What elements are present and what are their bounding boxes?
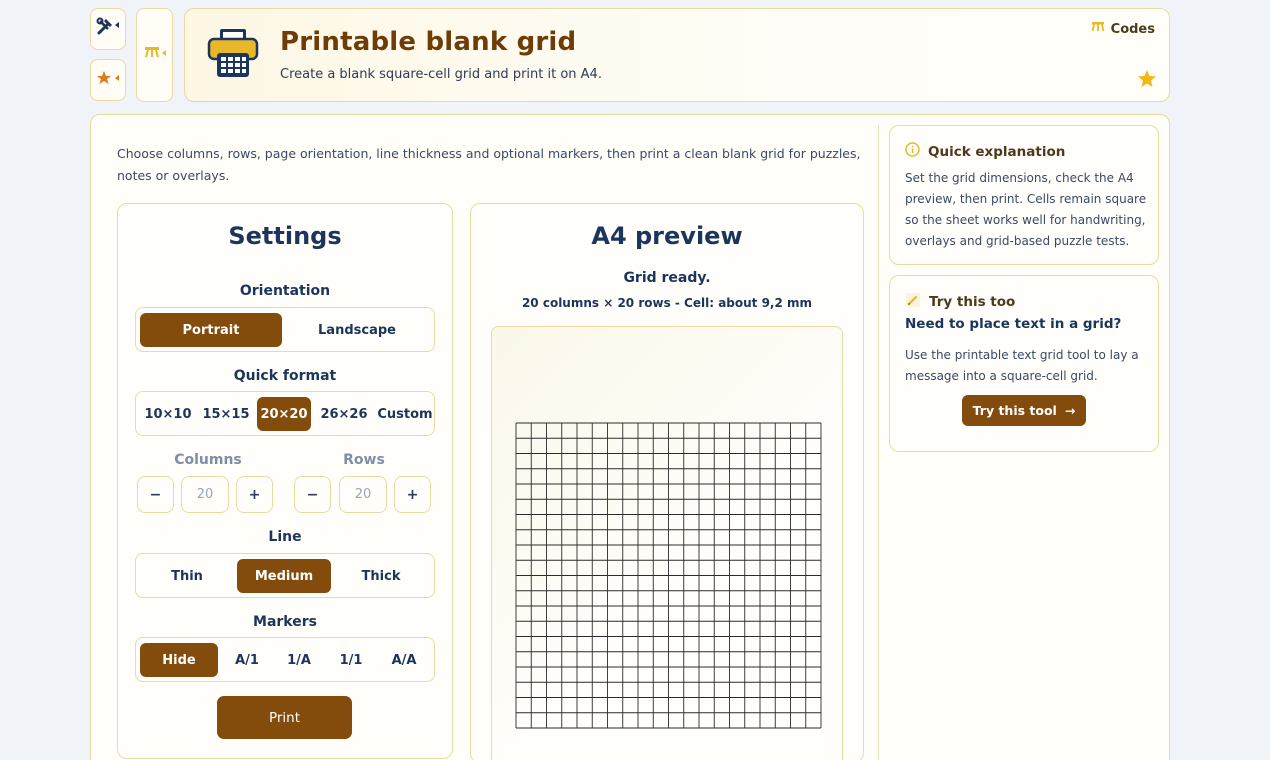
try-this-tool-button[interactable] xyxy=(962,395,1086,426)
column-divider xyxy=(878,125,879,760)
page-header xyxy=(184,8,1170,102)
page-subtitle: Create a blank square-cell grid and print it on A4. xyxy=(280,67,602,82)
arrow-right-icon: → xyxy=(1064,403,1076,418)
page-title: Printable blank grid xyxy=(280,27,577,57)
codes-tab[interactable] xyxy=(136,8,173,102)
format-26x26-button[interactable]: 26×26 xyxy=(320,406,368,422)
codes-link-icon xyxy=(1091,21,1105,37)
rows-decrement-button[interactable]: − xyxy=(294,476,331,513)
markers-hide-button[interactable]: Hide xyxy=(140,643,218,677)
tools-icon xyxy=(96,17,120,41)
a4-paper-preview xyxy=(491,326,843,760)
orientation-landscape-button[interactable]: Landscape xyxy=(318,322,396,338)
quick-format-selector xyxy=(135,391,435,436)
rows-label: Rows xyxy=(343,452,385,468)
orientation-selector xyxy=(135,307,435,352)
format-20x20-button[interactable]: 20×20 xyxy=(257,397,311,431)
line-thick-button[interactable]: Thick xyxy=(361,568,401,584)
format-15x15-button[interactable]: 15×15 xyxy=(202,406,250,422)
explanation-header xyxy=(905,142,1065,161)
line-thin-button[interactable]: Thin xyxy=(171,568,203,584)
settings-title: Settings xyxy=(228,222,342,250)
markers-11-button[interactable]: 1/1 xyxy=(339,652,363,668)
quick-format-label: Quick format xyxy=(233,368,337,384)
columns-increment-button[interactable]: + xyxy=(236,476,273,513)
tools-button[interactable] xyxy=(90,8,126,50)
explanation-title: Quick explanation xyxy=(928,143,1066,160)
orientation-portrait-button[interactable]: Portrait xyxy=(140,313,282,347)
explanation-card xyxy=(889,125,1159,265)
favorites-button[interactable] xyxy=(90,59,126,101)
codes-link[interactable] xyxy=(1091,21,1155,37)
print-button[interactable]: Print xyxy=(217,696,352,739)
columns-decrement-button[interactable]: − xyxy=(137,476,174,513)
line-label: Line xyxy=(268,529,302,545)
columns-input[interactable]: 20 xyxy=(181,476,229,513)
markers-label: Markers xyxy=(253,614,317,630)
try-this-header xyxy=(905,292,1015,312)
rows-increment-button[interactable]: + xyxy=(394,476,431,513)
main-panel xyxy=(90,114,1170,760)
explanation-text: Set the grid dimensions, check the A4 preview, then print. Cells remain square so the sheet works well for handwriting, overlays and grid-based puzzle tests. xyxy=(905,171,1147,248)
preview-card xyxy=(470,203,864,760)
try-this-text: Use the printable text grid tool to lay a message into a square-cell grid. xyxy=(905,348,1139,383)
orientation-label: Orientation xyxy=(239,283,331,299)
favorite-star-icon[interactable] xyxy=(1137,69,1157,93)
format-10x10-button[interactable]: 10×10 xyxy=(144,406,192,422)
try-this-card xyxy=(889,275,1159,452)
intro-text: Choose columns, rows, page orientation, line thickness and optional markers, then print a clean blank grid for puzzles, notes or overlays. xyxy=(117,146,861,183)
line-selector xyxy=(135,553,435,598)
settings-card xyxy=(117,203,453,759)
preview-title: A4 preview xyxy=(591,222,743,250)
columns-label: Columns xyxy=(174,452,242,468)
line-medium-button[interactable]: Medium xyxy=(237,559,331,593)
markers-selector xyxy=(135,637,435,682)
star-icon xyxy=(96,69,120,91)
markers-a1-button[interactable]: A/1 xyxy=(235,652,259,668)
rows-input[interactable]: 20 xyxy=(339,476,387,513)
printer-icon xyxy=(207,27,259,83)
markers-aa-button[interactable]: A/A xyxy=(391,652,417,668)
try-this-heading: Need to place text in a grid? xyxy=(905,316,1122,332)
try-this-tool-label: Try this tool xyxy=(972,403,1057,418)
pencil-icon xyxy=(905,292,921,312)
preview-details: 20 columns × 20 rows - Cell: about 9,2 mm xyxy=(521,296,813,310)
preview-status: Grid ready. xyxy=(623,270,711,286)
markers-1a-button[interactable]: 1/A xyxy=(287,652,311,668)
info-icon xyxy=(905,142,920,161)
codes-link-label: Codes xyxy=(1110,21,1155,37)
codes-icon xyxy=(143,45,167,65)
try-this-title: Try this too xyxy=(929,294,1016,310)
format-custom-button[interactable]: Custom xyxy=(377,406,433,422)
blank-grid xyxy=(515,422,822,729)
